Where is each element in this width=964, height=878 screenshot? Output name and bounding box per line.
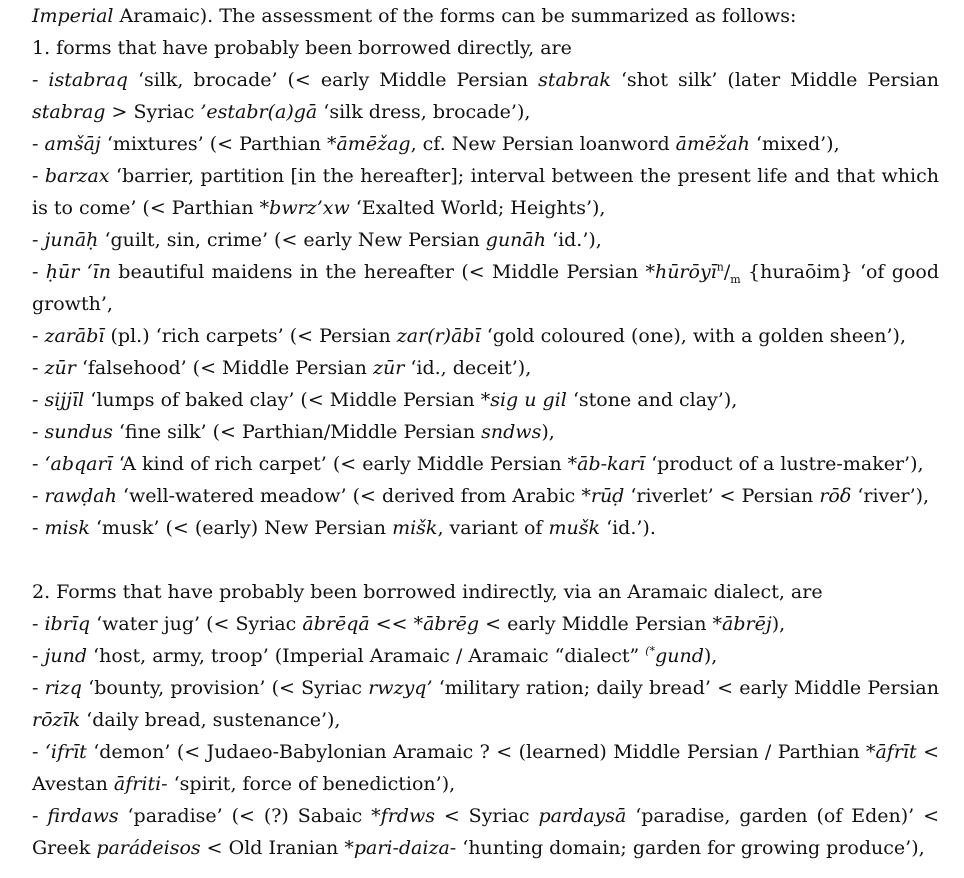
- section1-heading: 1. forms that have probably been borrowed directly, are: [32, 37, 572, 59]
- entry-dash: -: [32, 677, 45, 699]
- gloss: ‘stone and clay’),: [566, 389, 738, 411]
- entry-section1-6: [32, 352, 939, 384]
- gloss: ‘demon’ (< Judaeo-Babylonian Aramaic ? < (learned) Middle Persian / Parthian *: [86, 741, 876, 763]
- intro-text: Aramaic). The assessment of the forms can be summarized as follows:: [113, 5, 797, 27]
- gloss: ‘river’),: [851, 485, 930, 507]
- term: stabrak: [538, 69, 611, 91]
- term: rōδ: [819, 485, 852, 507]
- term: ibrīq: [44, 613, 91, 635]
- term: rizq: [44, 677, 82, 699]
- term: zūr: [44, 357, 76, 379]
- intro-imperial: Imperial: [32, 5, 114, 27]
- entry-section2-0: [32, 608, 939, 640]
- entry-section2-4: [32, 800, 939, 864]
- gloss: ),: [771, 613, 786, 635]
- gloss: (pl.) ‘rich carpets’ (< Persian: [104, 325, 397, 347]
- term: zarābī: [44, 325, 105, 347]
- entry-dash: -: [32, 229, 45, 251]
- entry-section1-7: [32, 384, 939, 416]
- gloss: ‘id.’),: [545, 229, 602, 251]
- gloss: < Syriac: [434, 805, 539, 827]
- gloss: ‘gold coloured (one), with a golden sheen’),: [480, 325, 907, 347]
- term: rawḍah: [44, 485, 117, 507]
- term: ābrēqā: [302, 613, 370, 635]
- slash: /: [723, 261, 731, 283]
- entry-section2-3: [32, 736, 939, 800]
- entry-dash: -: [32, 133, 45, 155]
- term: rwzyq’: [368, 677, 433, 699]
- term: amšāj: [44, 133, 101, 155]
- term: zūr: [372, 357, 405, 379]
- term: sundus: [44, 421, 113, 443]
- term: āfriti-: [113, 773, 168, 795]
- entry-dash: -: [32, 485, 45, 507]
- gloss: ‘host, army, troop’ (Imperial Aramaic / Aramaic “dialect”: [87, 645, 646, 667]
- term: sndws: [481, 421, 542, 443]
- entry-section1-8: [32, 416, 939, 448]
- gloss: ‘product of a lustre-maker’),: [645, 453, 924, 475]
- term: āb-karī: [577, 453, 646, 475]
- entry-dash: -: [32, 741, 45, 763]
- section2-heading: 2. Forms that have probably been borrowed indirectly, via an Aramaic dialect, are: [32, 581, 823, 603]
- term: pardaysā: [538, 805, 627, 827]
- entry-dash: -: [32, 389, 45, 411]
- entry-section1-4: [32, 256, 939, 320]
- gloss: ‘military ration; daily bread’ < early Middle Persian: [432, 677, 939, 699]
- gloss: ‘A kind of rich carpet’ (< early Middle Persian *: [112, 453, 578, 475]
- entry-section1-3: [32, 224, 939, 256]
- gloss: ‘silk dress, brocade’),: [317, 101, 531, 123]
- gloss: ‘riverlet’ < Persian: [624, 485, 820, 507]
- gloss: < Old Iranian *: [200, 837, 354, 859]
- entry-dash: -: [32, 453, 45, 475]
- term: rūḍ: [590, 485, 625, 507]
- term: bwrz’xw: [269, 197, 350, 219]
- gloss: beautiful maidens in the hereafter (< Middle Persian *: [110, 261, 655, 283]
- term: rōzīk: [32, 709, 81, 731]
- term: ‘abqarī: [44, 453, 113, 475]
- gloss: ‘bounty, provision’ (< Syriac: [81, 677, 369, 699]
- term: parádeisos: [96, 837, 201, 859]
- term: stabrag: [32, 101, 106, 123]
- gloss: ‘mixed’),: [749, 133, 840, 155]
- term: ’estabr(a)gā: [200, 101, 318, 123]
- term: hūrōyī: [654, 261, 717, 283]
- gloss: > Syriac: [105, 101, 201, 123]
- term: firdaws: [47, 805, 119, 827]
- entry-dash: -: [32, 805, 48, 827]
- term: junāḥ: [44, 229, 99, 251]
- gloss: ‘id., deceit’),: [404, 357, 532, 379]
- term: mišk: [392, 517, 438, 539]
- term: jund: [44, 645, 87, 667]
- term: ḥūr ‘īn: [45, 261, 111, 283]
- term: misk: [44, 517, 90, 539]
- term: zar(r)ābī: [396, 325, 481, 347]
- gloss: ‘water jug’ (< Syriac: [90, 613, 303, 635]
- term: sig u gil: [490, 389, 567, 411]
- entry-section2-2: [32, 672, 939, 736]
- gloss: << *: [369, 613, 424, 635]
- gloss: < early Middle Persian *: [479, 613, 723, 635]
- section2-entries: [32, 608, 939, 864]
- entry-dash: -: [32, 165, 45, 187]
- term: istabraq: [48, 69, 128, 91]
- gloss: < Avestan: [32, 741, 939, 795]
- entry-dash: -: [32, 357, 45, 379]
- entry-dash: -: [32, 421, 45, 443]
- entry-section1-9: [32, 448, 939, 480]
- gloss: ‘musk’ (< (early) New Persian: [89, 517, 393, 539]
- term: āmēžag: [336, 133, 411, 155]
- gloss: ),: [703, 645, 718, 667]
- gloss: ‘shot silk’ (later Middle Persian: [610, 69, 940, 91]
- gloss: , cf. New Persian loanword: [410, 133, 676, 155]
- gloss: ‘falsehood’ (< Middle Persian: [75, 357, 373, 379]
- term: frdws: [380, 805, 435, 827]
- entry-section1-10: [32, 480, 939, 512]
- gloss: ‘mixtures’ (< Parthian *: [100, 133, 337, 155]
- gloss: ‘silk, brocade’ (< early Middle Persian: [127, 69, 539, 91]
- document-body: [32, 0, 939, 864]
- gloss: ‘well-watered meadow’ (< derived from Arabic *: [116, 485, 591, 507]
- term: ābrēj: [722, 613, 772, 635]
- entry-dash: -: [32, 261, 46, 283]
- term: barzax: [44, 165, 110, 187]
- term: gunāh: [485, 229, 546, 251]
- section1-entries: [32, 64, 939, 544]
- gloss: ‘fine silk’ (< Parthian/Middle Persian: [112, 421, 482, 443]
- entry-dash: -: [32, 517, 45, 539]
- term: ‘ifrīt: [44, 741, 87, 763]
- subscript-m: m: [730, 272, 741, 286]
- intro-line: [32, 0, 939, 32]
- term: ābrēg: [423, 613, 480, 635]
- entry-dash: -: [32, 69, 49, 91]
- gloss: ‘id.’).: [600, 517, 656, 539]
- superscript-paren: (*: [645, 644, 656, 658]
- gloss: {huraōim} ‘of good growth’,: [32, 261, 939, 315]
- entry-section1-0: [32, 64, 939, 128]
- superscript-n: n: [716, 260, 724, 274]
- term: pari-daiza-: [353, 837, 457, 859]
- entry-section2-1: [32, 640, 939, 672]
- term: gund: [655, 645, 704, 667]
- gloss: ‘spirit, force of benediction’),: [167, 773, 456, 795]
- term: sijjīl: [44, 389, 85, 411]
- gloss: ),: [541, 421, 555, 443]
- gloss: ‘daily bread, sustenance’),: [80, 709, 341, 731]
- gloss: ‘barrier, partition [in the hereafter]; interval between the present life and that which is to come’ (< Parthian *: [32, 165, 939, 219]
- gloss: , variant of: [437, 517, 549, 539]
- entry-section1-11: [32, 512, 939, 544]
- gloss: ‘lumps of baked clay’ (< Middle Persian *: [84, 389, 491, 411]
- entry-dash: -: [32, 325, 45, 347]
- term: āfrīt: [875, 741, 917, 763]
- entry-section1-2: [32, 160, 939, 224]
- entry-dash: -: [32, 645, 45, 667]
- gloss: ‘guilt, sin, crime’ (< early New Persian: [98, 229, 486, 251]
- gloss: ‘paradise’ (< (?) Sabaic *: [118, 805, 381, 827]
- gloss: ‘paradise, garden (of Eden)’ < Greek: [32, 805, 939, 859]
- gloss: ‘hunting domain; garden for growing produce’),: [456, 837, 925, 859]
- term: mušk: [548, 517, 601, 539]
- section-gap: [32, 544, 939, 576]
- term: āmēžah: [675, 133, 750, 155]
- entry-section1-1: [32, 128, 939, 160]
- entry-dash: -: [32, 613, 45, 635]
- entry-section1-5: [32, 320, 939, 352]
- gloss: ‘Exalted World; Heights’),: [349, 197, 606, 219]
